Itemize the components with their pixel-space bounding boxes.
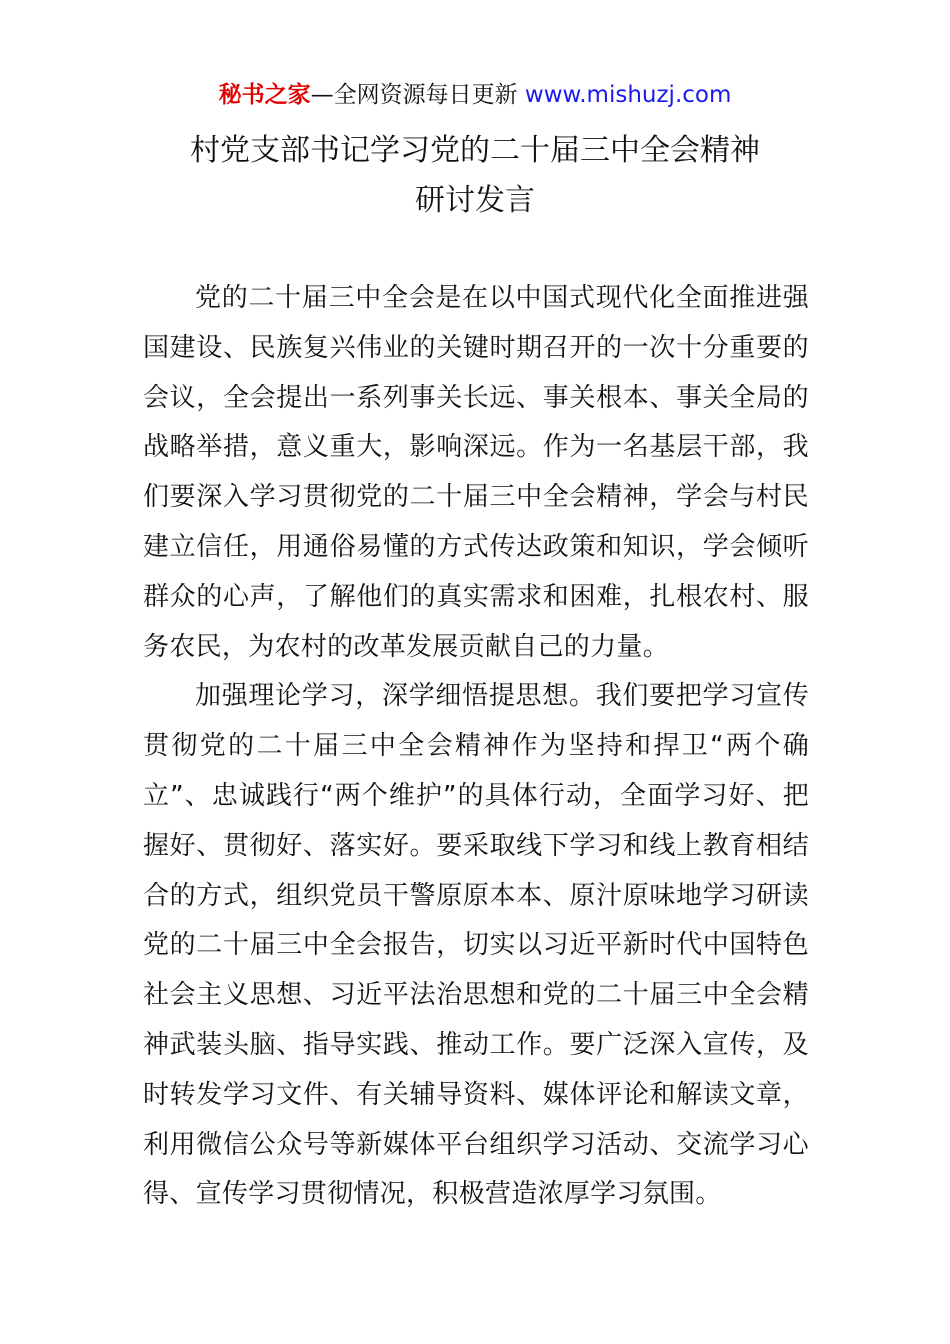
site-url-link[interactable]: www.mishuzj.com: [524, 82, 732, 108]
header-tagline: —全网资源每日更新: [310, 82, 525, 108]
title-line-2: 研讨发言: [415, 183, 535, 218]
document-title: [0, 126, 950, 226]
body-paragraph-2: 加强理论学习，深学细悟提思想。我们要把学习宣传贯彻党的二十届三中全会精神作为坚持和捍卫“两个确立”、忠诚践行“两个维护”的具体行动，全面学习好、把握好、贯彻好、落实好。要采取线下学习和线上教育相结合的方式，组织党员干警原原本本、原汁原味地学习研读党的二十届三中全会报告，切实以习近平新时代中国特色社会主义思想、习近平法治思想和党的二十届三中全会精神武装头脑、指导实践、推动工作。要广泛深入宣传，及时转发学习文件、有关辅导资料、媒体评论和解读文章，利用微信公众号等新媒体平台组织学习活动、交流学习心得、宣传学习贯彻情况，积极营造浓厚学习氛围。: [143, 681, 809, 1210]
document-body: [143, 274, 809, 1220]
body-paragraph-1: 党的二十届三中全会是在以中国式现代化全面推进强国建设、民族复兴伟业的关键时期召开的一次十分重要的会议，全会提出一系列事关长远、事关根本、事关全局的战略举措，意义重大，影响深远。作为一名基层干部，我们要深入学习贯彻党的二十届三中全会精神，学会与村民建立信任，用通俗易懂的方式传达政策和知识，学会倾听群众的心声，了解他们的真实需求和困难，扎根农村、服务农民，为农村的改革发展贡献自己的力量。: [143, 283, 809, 662]
title-line-1: 村党支部书记学习党的二十届三中全会精神: [190, 133, 760, 168]
brand-name: 秘书之家: [218, 82, 311, 108]
site-header: [0, 78, 950, 112]
